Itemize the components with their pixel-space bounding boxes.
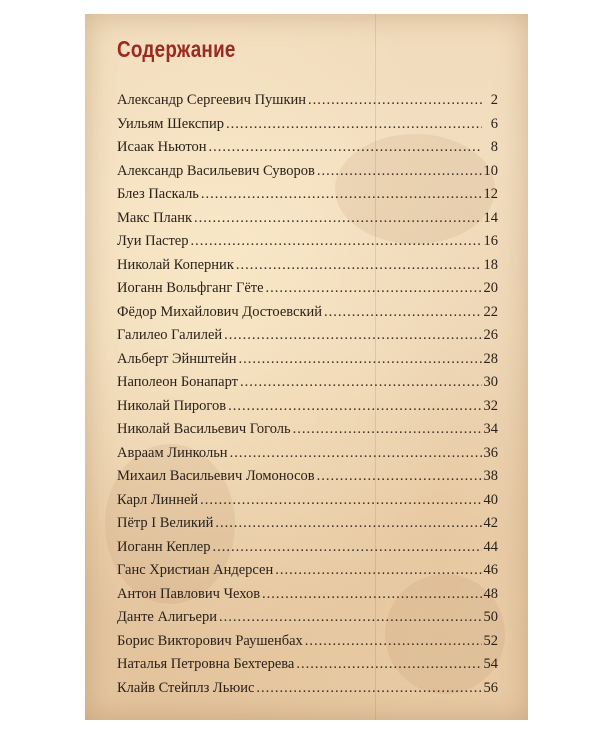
toc-entry-name: Николай Пирогов [117,397,227,414]
dot-leader [215,515,481,532]
dot-leader [296,656,481,673]
toc-entry-page-number: 52 [483,632,498,649]
toc-entry[interactable] [117,374,498,398]
dot-leader [275,562,481,579]
toc-entry[interactable] [117,186,498,210]
toc-entry-page-number: 48 [483,585,498,602]
toc-entry-page-number: 56 [483,679,498,696]
dot-leader [240,374,481,391]
toc-entry-name: Александр Сергеевич Пушкин [117,92,307,108]
toc-entry-name: Иоганн Кеплер [117,538,211,555]
dot-leader [262,586,481,603]
toc-entry[interactable] [117,680,498,704]
toc-entry-page-number: 14 [483,209,498,226]
toc-entry-name: Авраам Линкольн [117,444,228,461]
toc-entry[interactable] [117,633,498,657]
toc-list [117,92,498,703]
toc-entry-name: Исаак Ньютон [117,139,207,155]
dot-leader [266,280,482,297]
dot-leader [213,539,482,556]
toc-entry[interactable] [117,539,498,563]
toc-entry-name: Галилео Галилей [117,327,223,343]
toc-entry[interactable] [117,492,498,516]
toc-entry-name: Данте Алигьери [117,609,217,625]
dot-leader [308,92,482,109]
toc-entry-name: Пётр I Великий [117,515,214,531]
dot-leader [194,210,481,227]
toc-entry-page-number: 32 [483,397,498,414]
toc-entry-page-number: 38 [483,468,498,484]
toc-entry-page-number: 6 [490,115,498,132]
toc-entry-name: Наталья Петровна Бехтерева [117,656,295,672]
dot-leader [219,609,482,626]
toc-entry[interactable] [117,421,498,445]
toc-entry-name: Блез Паскаль [117,186,199,202]
toc-entry-page-number: 44 [483,538,498,555]
dot-leader [230,445,482,462]
toc-entry-name: Фёдор Михайлович Достоевский [117,303,323,320]
toc-entry-page-number: 20 [483,280,498,296]
toc-entry[interactable] [117,586,498,610]
dot-leader [239,351,482,368]
toc-entry-page-number: 42 [483,515,498,531]
dot-leader [201,186,482,203]
toc-entry-page-number: 36 [483,444,498,461]
toc-entry-name: Луи Пастер [117,233,189,249]
toc-entry-page-number: 30 [483,374,498,390]
toc-entry[interactable] [117,351,498,375]
dot-leader [305,633,482,650]
toc-entry[interactable] [117,257,498,281]
dot-leader [224,327,481,344]
toc-entry-page-number: 34 [483,421,498,437]
toc-entry-page-number: 18 [483,256,498,273]
toc-entry-page-number: 2 [490,92,498,108]
toc-entry[interactable] [117,515,498,539]
toc-entry-page-number: 16 [483,233,498,249]
toc-entry-page-number: 12 [483,186,498,202]
toc-entry[interactable] [117,562,498,586]
toc-entry-page-number: 8 [490,139,498,155]
dot-leader [293,421,482,438]
dot-leader [226,116,482,133]
toc-entry-page-number: 26 [483,327,498,343]
parchment-page [85,14,528,720]
toc-entry[interactable] [117,609,498,633]
toc-entry-name: Антон Павлович Чехов [117,585,261,602]
toc-entry[interactable] [117,304,498,328]
toc-entry[interactable] [117,139,498,163]
dot-leader [324,304,481,321]
toc-entry[interactable] [117,468,498,492]
dot-leader [209,139,482,156]
toc-entry-name: Михаил Васильевич Ломоносов [117,468,315,484]
toc-entry-name: Альберт Эйнштейн [117,350,237,367]
dot-leader [256,680,481,697]
dot-leader [228,398,481,415]
toc-entry-name: Николай Коперник [117,256,234,273]
dot-leader [317,163,482,180]
toc-entry-name: Александр Васильевич Суворов [117,162,315,179]
page-title: Содержание [117,36,236,62]
toc-entry-name: Николай Васильевич Гоголь [117,421,291,437]
toc-entry-page-number: 28 [483,350,498,367]
toc-entry[interactable] [117,92,498,116]
dot-leader [200,492,481,509]
toc-entry-name: Макс Планк [117,209,193,226]
toc-entry-name: Иоганн Вольфганг Гёте [117,280,264,296]
toc-entry-name: Карл Линней [117,491,199,508]
toc-entry[interactable] [117,445,498,469]
dot-leader [190,233,481,250]
toc-entry-page-number: 22 [483,303,498,320]
toc-entry-name: Уильям Шекспир [117,115,225,132]
toc-entry-page-number: 40 [483,491,498,508]
toc-entry[interactable] [117,398,498,422]
dot-leader [317,468,482,485]
toc-entry-name: Борис Викторович Раушенбах [117,632,303,649]
toc-entry-page-number: 50 [483,609,498,625]
toc-entry[interactable] [117,280,498,304]
toc-entry[interactable] [117,116,498,140]
toc-entry[interactable] [117,327,498,351]
toc-entry[interactable] [117,233,498,257]
toc-entry-page-number: 46 [483,562,498,578]
dot-leader [236,257,482,274]
toc-entry-name: Клайв Стейплз Льюис [117,679,255,696]
toc-entry[interactable] [117,163,498,187]
toc-entry-page-number: 54 [483,656,498,672]
toc-entry-name: Ганс Христиан Андерсен [117,562,274,578]
toc-entry[interactable] [117,210,498,234]
toc-entry-name: Наполеон Бонапарт [117,374,239,390]
toc-entry-page-number: 10 [483,162,498,179]
toc-entry[interactable] [117,656,498,680]
